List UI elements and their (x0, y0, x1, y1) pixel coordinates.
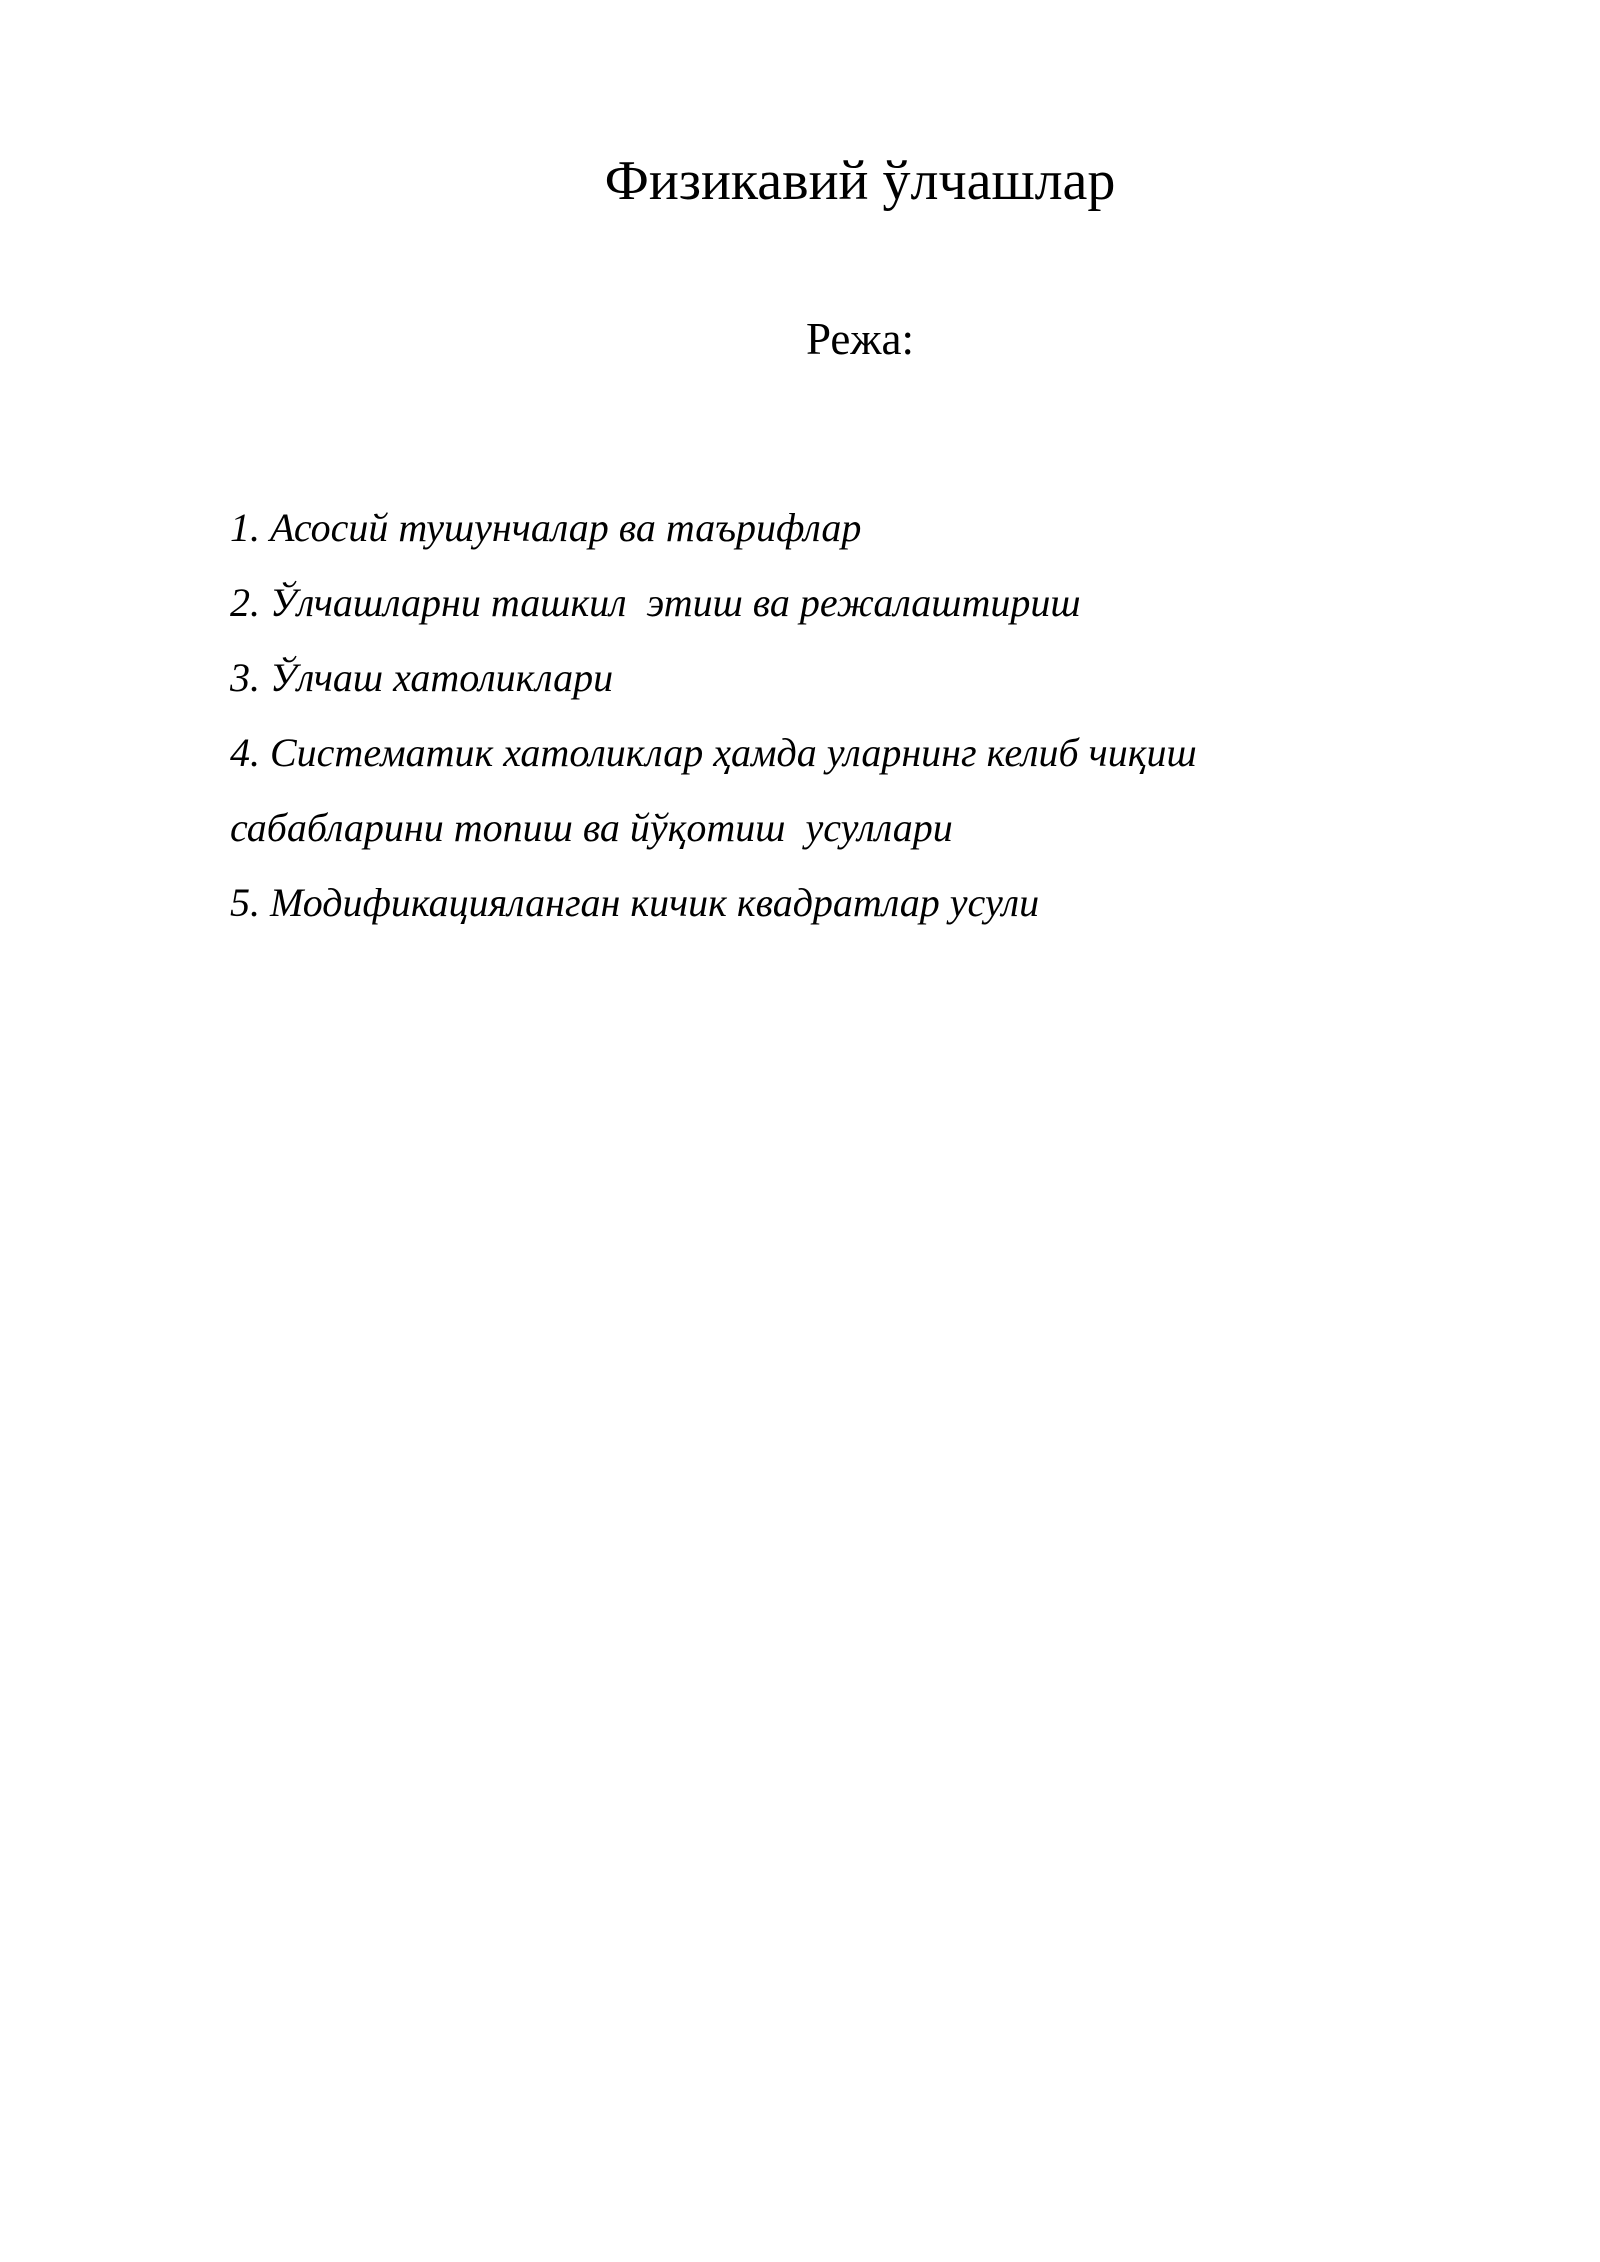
plan-heading: Режа: (806, 314, 914, 364)
plan-item-3: 3. Ўлчаш хатоликлари (230, 655, 614, 700)
plan-item-2: 2. Ўлчашларни ташкил этиш ва режалаштириш (230, 580, 1081, 625)
plan-item-4: 4. Систематик хатоликлар ҳамда уларнинг келиб чиқиш (230, 730, 1197, 775)
plan-item-4-continued: сабабларини топиш ва йўқотиш усуллари (230, 805, 953, 850)
plan-item-5: 5. Модификацияланган кичик квадратлар усули (230, 880, 1040, 925)
plan-item-1: 1. Асосий тушунчалар ва таърифлар (230, 505, 862, 550)
document-title: Физикавий ўлчашлар (604, 150, 1116, 212)
plan-list (230, 490, 1430, 940)
